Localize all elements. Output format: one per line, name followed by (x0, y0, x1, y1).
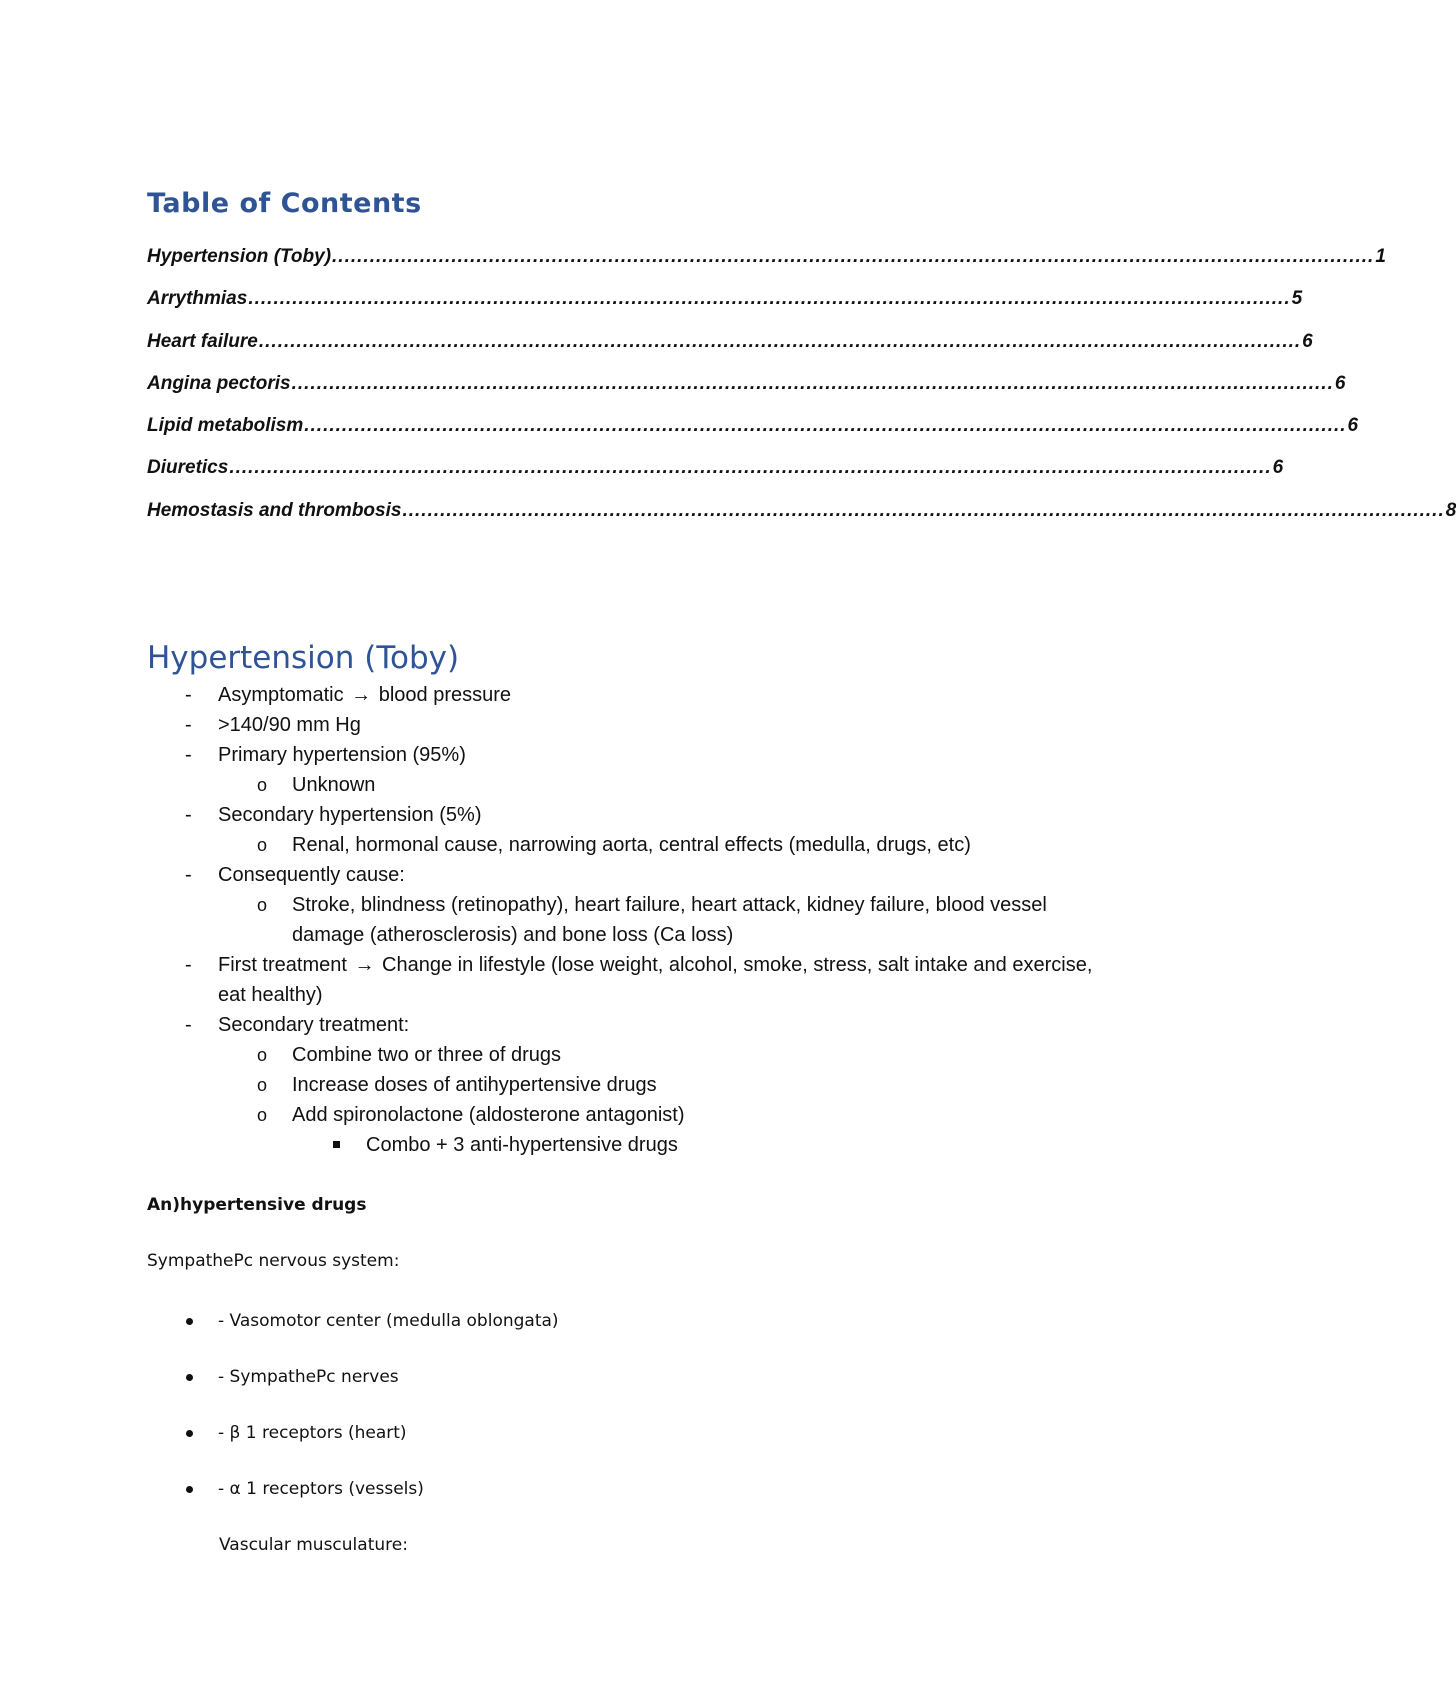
antihypertensive-heading: An)hypertensive drugs (147, 1195, 367, 1215)
list-item (147, 860, 1097, 890)
toc-leader: ...................................................................................................................................................................... (258, 330, 1302, 352)
bullet-text: - β 1 receptors (heart) (218, 1423, 407, 1443)
toc-entry-page: 8 (1445, 499, 1456, 521)
dash-marker: - (185, 1014, 192, 1036)
list-item-text: Asymptomatic (218, 684, 344, 706)
list-item-text: Primary hypertension (95%) (218, 744, 466, 766)
toc-entry-heart-failure[interactable] (147, 330, 1313, 373)
toc-leader: ...................................................................................................................................................................... (248, 288, 1291, 310)
toc-entry-page: 6 (1347, 415, 1359, 437)
circle-marker: o (257, 895, 268, 915)
sympathetic-label: SympathePc nervous system: (147, 1251, 400, 1271)
toc-entry-arrythmias[interactable] (147, 288, 1303, 330)
bullet-text: - Vasomotor center (medulla oblongata) (218, 1311, 559, 1331)
circle-marker: o (257, 1045, 268, 1065)
list-item-text: Secondary treatment: (218, 1014, 410, 1036)
toc-leader: ...................................................................................................................................................................... (332, 246, 1375, 267)
toc-entry-label: Hemostasis and thrombosis (147, 499, 402, 521)
toc-entry-label: Arrythmias (147, 288, 248, 310)
toc-leader: ...................................................................................................................................................................... (229, 457, 1272, 479)
dash-marker: - (185, 744, 192, 766)
toc-leader: ...................................................................................................................................................................... (304, 415, 1347, 437)
list-item-text: Secondary hypertension (5%) (218, 804, 482, 826)
list-item (147, 1010, 1097, 1040)
toc-entry-label: Lipid metabolism (147, 415, 304, 437)
toc-entry-angina-pectoris[interactable] (147, 372, 1346, 415)
list-item (147, 740, 1097, 770)
list-item (147, 830, 1097, 860)
toc-entry-page: 6 (1302, 330, 1313, 352)
circle-marker: o (257, 775, 268, 795)
list-item (147, 1100, 1097, 1130)
table-of-contents (147, 246, 1456, 542)
toc-entry-hypertension[interactable] (147, 246, 1386, 288)
toc-entry-label: Angina pectoris (147, 372, 291, 394)
right-arrow-icon: → (351, 684, 372, 706)
toc-entry-label: Hypertension (Toby) (147, 246, 332, 267)
list-item (147, 800, 1097, 830)
list-item-text: Add spironolactone (aldosterone antagonist) (292, 1104, 685, 1126)
dash-marker: - (185, 954, 192, 976)
vascular-label: Vascular musculature: (219, 1535, 408, 1555)
list-item (147, 1130, 1097, 1160)
circle-marker: o (257, 1075, 268, 1095)
circle-marker: o (257, 1105, 268, 1125)
bullet-text: - α 1 receptors (vessels) (218, 1479, 424, 1499)
toc-entry-hemostasis[interactable] (147, 499, 1456, 542)
toc-entry-lipid-metabolism[interactable] (147, 415, 1359, 457)
list-item-text: Combo + 3 anti-hypertensive drugs (366, 1134, 678, 1156)
list-item-text: Stroke, blindness (retinopathy), heart failure, heart attack, kidney failure, blood vessel damage (atherosclerosis) and bone loss (Ca loss) (292, 894, 1047, 946)
bullet-dot-icon (186, 1430, 193, 1437)
list-item-text: First treatment (218, 954, 347, 976)
list-item-text: Unknown (292, 774, 376, 796)
list-item (147, 1040, 1097, 1070)
right-arrow-icon: → (354, 954, 375, 976)
toc-entry-diuretics[interactable] (147, 457, 1284, 499)
bullet-dot-icon (186, 1486, 193, 1493)
toc-title: Table of Contents (147, 188, 422, 219)
list-item-text: Consequently cause: (218, 864, 405, 886)
bullet-dot-icon (186, 1318, 193, 1325)
list-item-text: Change in lifestyle (lose weight, alcohol, smoke, stress, salt intake and exercise, eat healthy) (218, 954, 1093, 1006)
list-item-text: Combine two or three of drugs (292, 1044, 562, 1066)
dash-marker: - (185, 864, 192, 886)
bullet-dot-icon (186, 1374, 193, 1381)
list-item-text: blood pressure (378, 684, 512, 706)
list-item (147, 710, 1097, 740)
list-item-text: >140/90 mm Hg (218, 714, 361, 736)
circle-marker: o (257, 835, 268, 855)
toc-entry-label: Diuretics (147, 457, 229, 479)
toc-leader: ...................................................................................................................................................................... (402, 499, 1445, 521)
hypertension-list (147, 680, 1097, 1160)
toc-entry-label: Heart failure (147, 330, 258, 352)
section-heading-hypertension: Hypertension (Toby) (147, 640, 460, 676)
bullet-text: - SympathePc nerves (218, 1367, 399, 1387)
list-item-text: Increase doses of antihypertensive drugs (292, 1074, 657, 1096)
list-item (147, 890, 1097, 950)
toc-entry-page: 1 (1375, 246, 1386, 267)
list-item (147, 680, 1097, 710)
list-item (147, 950, 1097, 1010)
dash-marker: - (185, 714, 192, 736)
square-bullet-icon (333, 1141, 340, 1148)
toc-entry-page: 6 (1334, 372, 1346, 394)
list-item (147, 1070, 1097, 1100)
list-item-text: Renal, hormonal cause, narrowing aorta, central effects (medulla, drugs, etc) (292, 834, 971, 856)
dash-marker: - (185, 804, 192, 826)
toc-entry-page: 6 (1272, 457, 1284, 479)
dash-marker: - (185, 684, 192, 706)
list-item (147, 770, 1097, 800)
toc-entry-page: 5 (1291, 288, 1303, 310)
toc-leader: ...................................................................................................................................................................... (291, 372, 1334, 394)
